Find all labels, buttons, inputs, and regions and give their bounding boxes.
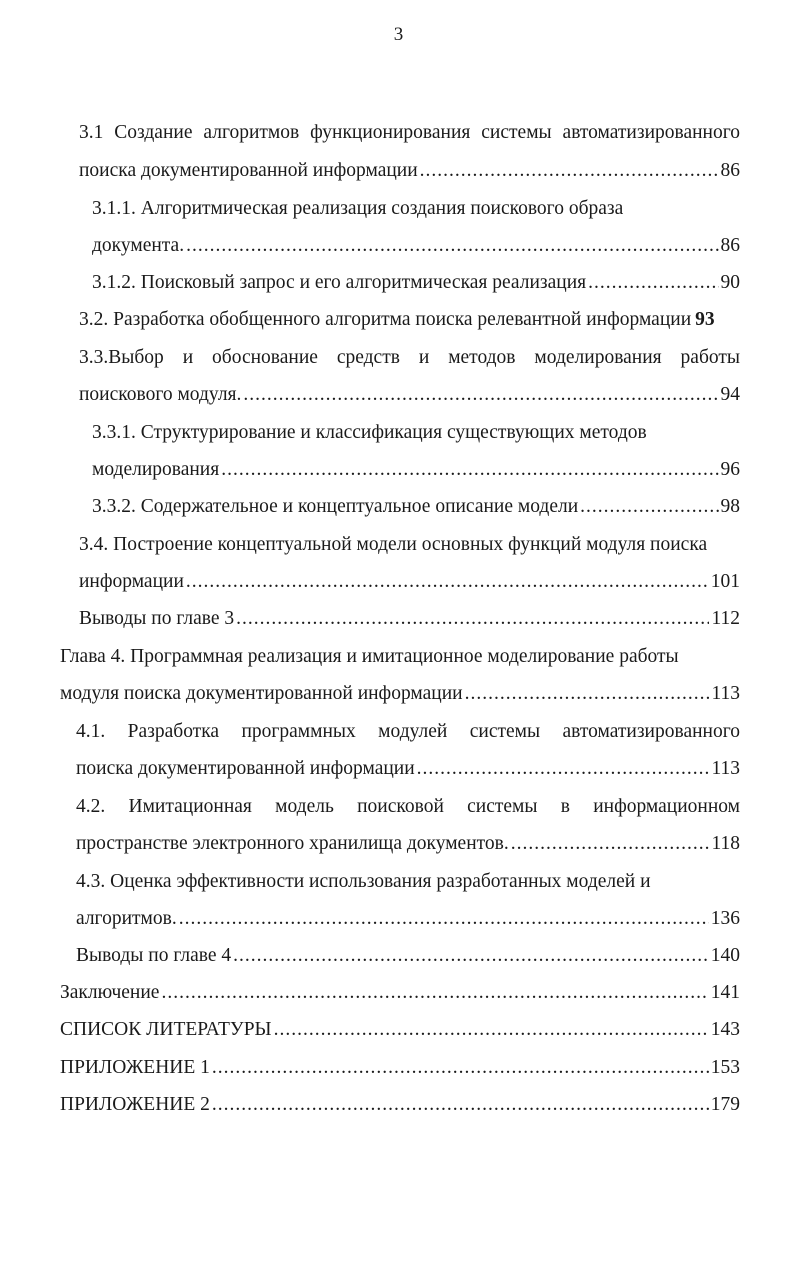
toc-page-number: 93 (695, 309, 715, 330)
dot-leader (588, 268, 718, 298)
toc-entry-3-1[interactable] (79, 156, 740, 186)
dot-leader (212, 1090, 709, 1120)
toc-page-number: 118 (711, 833, 740, 854)
toc-page-number: 101 (710, 571, 740, 592)
toc-entry-text: 3.3.2. Содержательное и концептуальное описание модели (92, 496, 579, 517)
toc-entry-references[interactable] (60, 1015, 740, 1045)
toc-page-number: 98 (720, 496, 740, 517)
toc-page-number: 94 (720, 384, 740, 405)
toc-entry-text: Заключение (60, 982, 160, 1003)
toc-page-number: 153 (710, 1057, 740, 1078)
toc-entry-4-2[interactable] (76, 829, 740, 859)
toc-entry-text: модуля поиска документированной информации (60, 683, 463, 704)
toc-entry-3-4[interactable] (79, 567, 740, 597)
dot-leader (274, 1015, 709, 1045)
toc-entry-text: ПРИЛОЖЕНИЕ 2 (60, 1094, 210, 1115)
page-number: 3 (393, 24, 404, 45)
toc-entry-3-3-1[interactable] (92, 455, 740, 485)
toc-entry-text: СПИСОК ЛИТЕРАТУРЫ (60, 1019, 272, 1040)
toc-entry-text: 3.1.2. Поисковый запрос и его алгоритмическая реализация (92, 272, 587, 293)
dot-leader (233, 941, 709, 971)
toc-entry-3-1-line1: 3.1 Создание алгоритмов функционирования системы автоматизированного (79, 122, 740, 143)
toc-entry-4-1[interactable] (76, 754, 740, 784)
dot-leader (236, 604, 709, 634)
toc-entry-4-1-line1: 4.1. Разработка программных модулей системы автоматизированного (76, 721, 740, 742)
toc-page-number: 86 (720, 235, 740, 256)
toc-page-number: 113 (711, 758, 740, 779)
dot-leader (511, 829, 710, 859)
toc-entry-conclusions-3[interactable] (79, 604, 740, 634)
toc-entry-3-1-1[interactable] (92, 231, 740, 261)
toc-entry-3-2[interactable] (79, 305, 740, 335)
toc-entry-text: 3.2. Разработка обобщенного алгоритма поиска релевантной информации (79, 309, 692, 330)
dot-leader (465, 679, 710, 709)
toc-entry-4-3-line1: 4.3. Оценка эффективности использования разработанных моделей и (76, 871, 651, 892)
toc-page-number: 140 (710, 945, 740, 966)
toc-entry-3-4-line1: 3.4. Построение концептуальной модели основных функций модуля поиска (79, 534, 708, 555)
dot-leader (243, 380, 718, 410)
toc-entry-text: поиска документированной информации (79, 160, 418, 181)
dot-leader (221, 455, 718, 485)
toc-page-number: 113 (711, 683, 740, 704)
toc-chapter-4[interactable] (60, 679, 740, 709)
toc-page-number: 136 (710, 908, 740, 929)
dot-leader (417, 754, 710, 784)
toc-entry-4-3[interactable] (76, 904, 740, 934)
dot-leader (212, 1053, 709, 1083)
toc-entry-3-1-2[interactable] (92, 268, 740, 298)
toc-page-number: 86 (720, 160, 740, 181)
toc-entry-3-1-1-line1: 3.1.1. Алгоритмическая реализация создания поискового образа (92, 198, 624, 219)
toc-entry-text: Выводы по главе 3 (79, 608, 235, 629)
toc-entry-text: ПРИЛОЖЕНИЕ 1 (60, 1057, 210, 1078)
toc-entry-conclusions-4[interactable] (76, 941, 740, 971)
toc-entry-3-3-1-line1: 3.3.1. Структурирование и классификация существующих методов (92, 422, 647, 443)
toc-entry-appendix-1[interactable] (60, 1053, 740, 1083)
toc-page-number: 112 (711, 608, 740, 629)
toc-entry-text: поискового модуля. (79, 384, 242, 405)
toc-entry-conclusion[interactable] (60, 978, 740, 1008)
toc-chapter-4-line1: Глава 4. Программная реализация и имитационное моделирование работы (60, 646, 679, 667)
dot-leader (186, 567, 709, 597)
toc-entry-3-3-2[interactable] (92, 492, 740, 522)
dot-leader (186, 231, 718, 261)
toc-entry-text: Выводы по главе 4 (76, 945, 232, 966)
toc-page-number: 179 (710, 1094, 740, 1115)
toc-page-number: 141 (710, 982, 740, 1003)
toc-entry-text: информации (79, 571, 184, 592)
dot-leader (161, 978, 708, 1008)
toc-entry-text: алгоритмов. (76, 908, 177, 929)
toc-entry-text: пространстве электронного хранилища документов. (76, 833, 509, 854)
toc-page-number: 143 (710, 1019, 740, 1040)
toc-entry-text: документа. (92, 235, 185, 256)
dot-leader (179, 904, 709, 934)
toc-entry-4-2-line1: 4.2. Имитационная модель поисковой системы в информационном (76, 796, 740, 817)
toc-page-number: 90 (720, 272, 740, 293)
dot-leader (580, 492, 718, 522)
toc-page-number: 96 (720, 459, 740, 480)
toc-entry-appendix-2[interactable] (60, 1090, 740, 1120)
toc-entry-text: моделирования (92, 459, 220, 480)
toc-entry-3-3-line1: 3.3.Выбор и обоснование средств и методов моделирования работы (79, 347, 740, 368)
dot-leader (420, 156, 719, 186)
toc-entry-text: поиска документированной информации (76, 758, 415, 779)
toc-entry-3-3[interactable] (79, 380, 740, 410)
